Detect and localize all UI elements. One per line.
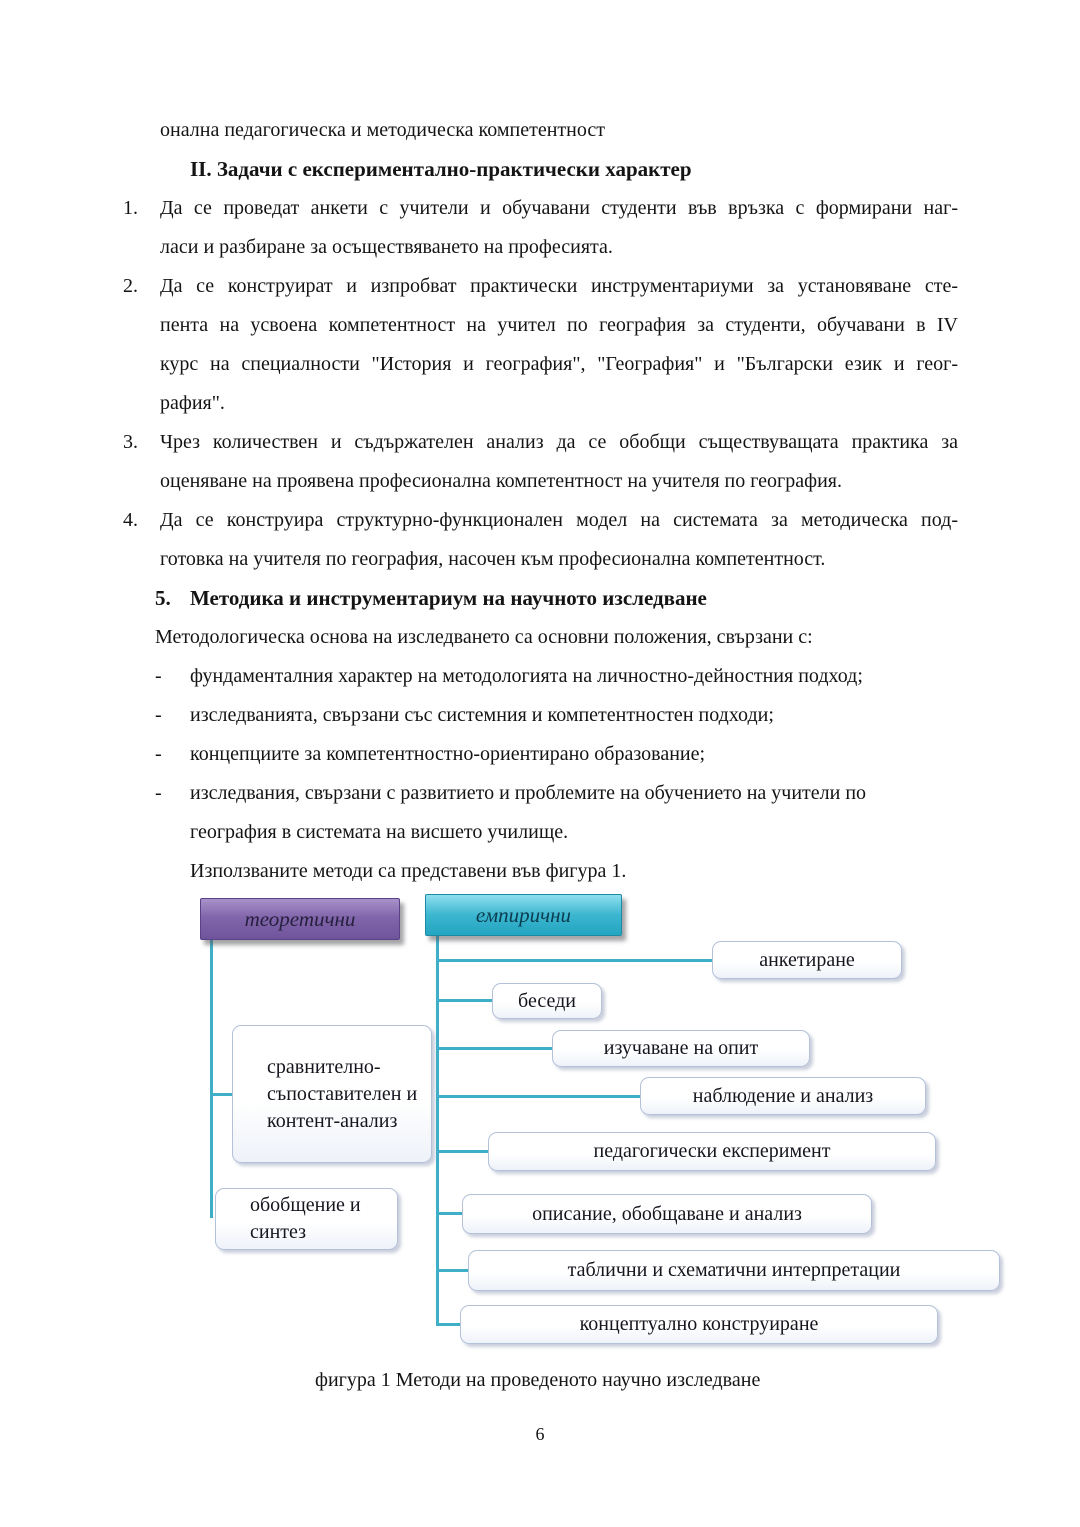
method-box-konceptualno-konstruirane bbox=[460, 1305, 938, 1344]
task-text: Да се проведат анкети с учители и обучавани студенти във връзка с формирани наг- ласи и разбиране за осъществяването на професията. bbox=[160, 197, 958, 258]
bullet-item bbox=[0, 774, 1080, 852]
task-number: 3. bbox=[123, 431, 138, 453]
task-item bbox=[0, 423, 1080, 501]
method-box-pedagogicheski-eksperiment bbox=[488, 1132, 936, 1171]
continuation-line: онална педагогическа и методическа компетентност bbox=[160, 119, 605, 141]
bullet-marker: - bbox=[155, 704, 162, 726]
bullet-text: концепциите за компетентностно-ориентирано образование; bbox=[190, 743, 706, 765]
method-box-text: описание, обобщаване и анализ bbox=[532, 1202, 802, 1225]
bullet-text: изследвания, свързани с развитието и проблемите на обучението на учители по география в системата на висшето училище. bbox=[190, 782, 867, 843]
method-box-text: таблични и схематични интерпретации bbox=[567, 1259, 901, 1281]
diagram-header-theoretical bbox=[200, 898, 400, 940]
bullet-item bbox=[0, 735, 1080, 774]
section-heading: II. Задачи с експериментално-практически характер bbox=[190, 157, 692, 181]
bullet-item bbox=[0, 696, 1080, 735]
bullet-marker: - bbox=[155, 665, 162, 687]
task-number: 1. bbox=[123, 197, 138, 219]
diagram-header-theoretical-label: теоретични bbox=[244, 906, 356, 931]
connector-line-empirical-vertical bbox=[436, 936, 439, 1325]
connector-line-izuchavane bbox=[436, 1047, 554, 1050]
connector-line-eksperiment bbox=[436, 1150, 490, 1153]
diagram-header-empirical-label: емпирични bbox=[475, 902, 572, 927]
task-text: Да се конструира структурно-функционален модел на системата за методическа под- готовка на учителя по география, насочен към професионална компетентност. bbox=[160, 509, 958, 570]
method-box-text: концептуално конструиране bbox=[579, 1313, 819, 1335]
bullet-item bbox=[0, 657, 1080, 696]
method-box-text: сравнително- съпоставителен и контент-анализ bbox=[267, 1055, 418, 1132]
method-box-opisanie-obobshtavane-analiz bbox=[462, 1194, 872, 1234]
method-box-text: беседи bbox=[518, 989, 576, 1012]
connector-line-anketirane bbox=[436, 959, 714, 962]
method-box-text: анкетиране bbox=[759, 948, 855, 971]
method-box-text: наблюдение и анализ bbox=[692, 1084, 874, 1107]
connector-line-besedi bbox=[436, 999, 494, 1002]
connector-line-opisanie bbox=[436, 1212, 464, 1215]
method-box-izuchavane-na-opit bbox=[552, 1030, 810, 1067]
task-item bbox=[0, 267, 1080, 423]
task-text: Чрез количествен и съдържателен анализ да се обобщи съществуващата практика за оценяване на проявена професионална компетентност на учителя по география. bbox=[160, 431, 958, 492]
method-box-nablyudenie-i-analiz bbox=[640, 1077, 926, 1115]
bullet-marker: - bbox=[155, 782, 162, 804]
method-box-tablichni-interpretacii bbox=[468, 1250, 1000, 1291]
page-number: 6 bbox=[535, 1424, 545, 1444]
method-box-text: изучаване на опит bbox=[603, 1037, 759, 1059]
figure-caption: фигура 1 Методи на проведеното научно изследване bbox=[315, 1369, 761, 1391]
subsection-heading bbox=[0, 579, 1080, 618]
task-item bbox=[0, 189, 1080, 267]
connector-line-theoretical-vertical bbox=[210, 940, 213, 1218]
task-item bbox=[0, 501, 1080, 579]
task-text: Да се конструират и изпробват практически инструментариуми за установяване сте- пента на усвоена компетентност на учител по география за студенти, обучавани в IV курс на специалности "История и география", "География" и "Български език и геог- рафия". bbox=[160, 275, 958, 414]
method-box-text: педагогически експеримент bbox=[593, 1140, 831, 1162]
subsection-number: 5. bbox=[155, 586, 171, 610]
task-number: 4. bbox=[123, 509, 138, 531]
method-box-obobshtenie-sintez bbox=[215, 1188, 398, 1250]
connector-line-nablyudenie bbox=[436, 1095, 642, 1098]
method-box-text: обобщение и синтез bbox=[250, 1194, 361, 1243]
method-box-besedi bbox=[492, 983, 602, 1019]
method-box-sravnitelen-analiz bbox=[232, 1025, 432, 1163]
figure-methods-diagram bbox=[0, 891, 1080, 1349]
bullet-marker: - bbox=[155, 743, 162, 765]
task-number: 2. bbox=[123, 275, 138, 297]
connector-line-tablichni bbox=[436, 1269, 470, 1272]
method-box-anketirane bbox=[712, 941, 902, 979]
bullet-text: фундаменталния характер на методологията на личностно-дейностния подход; bbox=[190, 665, 863, 687]
method-intro-paragraph: Методологическа основа на изследването са основни положения, свързани с: bbox=[155, 626, 813, 648]
bullet-text: изследванията, свързани със системния и компетентностен подходи; bbox=[190, 704, 774, 726]
subsection-title: Методика и инструментариум на научното изследване bbox=[190, 586, 707, 610]
diagram-header-empirical bbox=[425, 894, 622, 936]
figure-intro-paragraph: Използваните методи са представени във фигура 1. bbox=[190, 860, 627, 882]
connector-line-konceptualno bbox=[436, 1323, 462, 1326]
